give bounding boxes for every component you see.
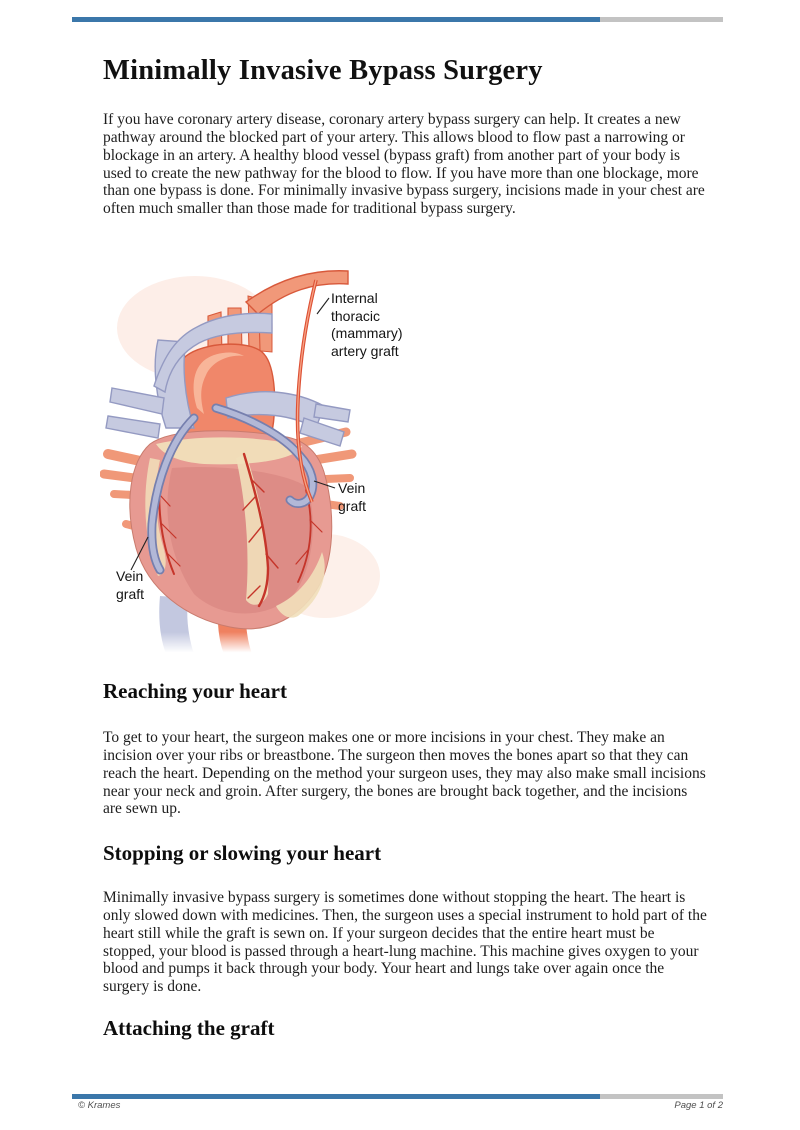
- label-vein-graft-left: [116, 568, 144, 603]
- label-line: graft: [338, 497, 367, 514]
- section-heading-stopping-or-slowing: Stopping or slowing your heart: [103, 841, 382, 865]
- section-heading-attaching-the-graft: Attaching the graft: [103, 1016, 275, 1040]
- label-internal-thoracic-artery-graft: [331, 290, 403, 360]
- label-vein-graft-right: [338, 480, 366, 515]
- page-footer: [72, 1100, 723, 1111]
- label-line: Vein: [116, 568, 144, 584]
- page-title: Minimally Invasive Bypass Surgery: [103, 55, 543, 86]
- footer-accent-bar: [72, 1094, 723, 1099]
- label-line: Vein: [338, 480, 366, 496]
- footer-bar-blue-segment: [72, 1094, 600, 1099]
- header-accent-bar: [72, 17, 723, 22]
- label-line: (mammary): [331, 325, 403, 341]
- section-heading-reaching-your-heart: Reaching your heart: [103, 679, 287, 703]
- copyright-text: © Krames: [78, 1100, 121, 1111]
- page-number-text: Page 1 of 2: [674, 1100, 723, 1111]
- section-body-reaching-your-heart: To get to your heart, the surgeon makes one or more incisions in your chest. They make an incision over your ribs or breastbone. The surgeon then moves the bones apart so that they can reach the heart. Depending on the method your surgeon uses, they may also make small incisions near your neck and groin. After surgery, the bones are brought back together, and the incisions are sewn up.: [103, 729, 706, 818]
- heart-illustration-graphic: [100, 256, 460, 656]
- footer-bar-gray-segment: [600, 1094, 723, 1099]
- header-bar-gray-segment: [600, 17, 723, 22]
- intro-paragraph: If you have coronary artery disease, coronary artery bypass surgery can help. It creates a new pathway around the blocked part of your artery. This allows blood to flow past a narrowing or blockage in an artery. A healthy blood vessel (bypass graft) from another part of your body is used to create the new pathway for the blood to flow. If you have more than one blockage, more than one bypass is done. For minimally invasive bypass surgery, incisions made in your chest are often much smaller than those made for traditional bypass surgery.: [103, 111, 705, 218]
- figure-bottom-fade: [100, 632, 460, 656]
- label-line: artery graft: [331, 342, 399, 359]
- header-bar-blue-segment: [72, 17, 600, 22]
- heart-illustration: [100, 256, 460, 656]
- section-body-stopping-or-slowing: Minimally invasive bypass surgery is sometimes done without stopping the heart. The heart is only slowed down with medicines. Then, the surgeon uses a special instrument to hold part of the heart still while the graft is sewn on. If your surgeon decides that the entire heart must be stopped, your blood is passed through a heart-lung machine. This machine gives oxygen to your blood and pumps it back through your body. Your heart and lungs take over again once the surgery is done.: [103, 889, 707, 996]
- label-line: graft: [116, 585, 145, 602]
- label-line: thoracic: [331, 307, 381, 324]
- label-line: Internal: [331, 290, 378, 306]
